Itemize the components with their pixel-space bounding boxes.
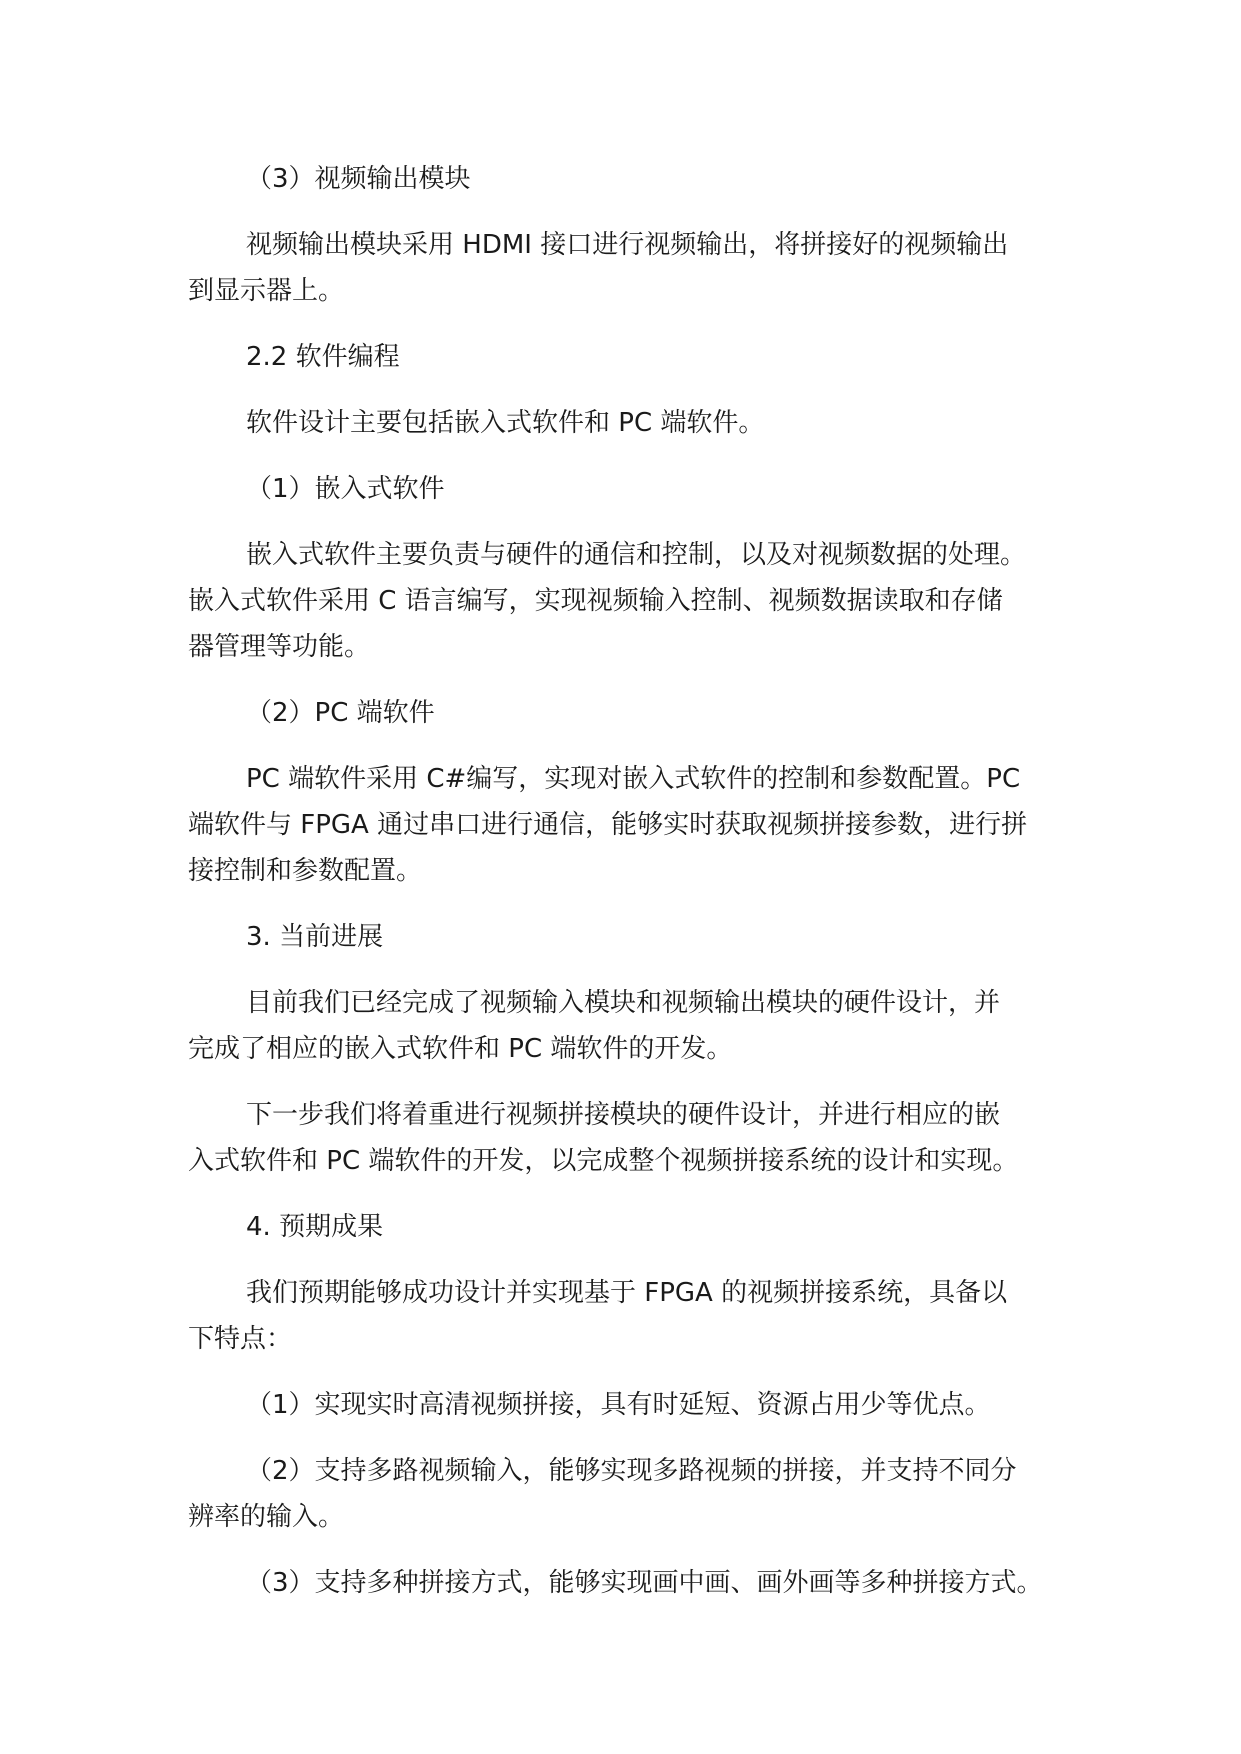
list-item-feature-3: （3）支持多种拼接方式，能够实现画中画、画外画等多种拼接方式。 [246, 1568, 1043, 1598]
list-item-feature-2-continued: 辨率的输入。 [188, 1502, 345, 1532]
paragraph-line: 下一步我们将着重进行视频拼接模块的硬件设计，并进行相应的嵌 [246, 1100, 1001, 1130]
paragraph-line: PC 端软件采用 C#编写，实现对嵌入式软件的控制和参数配置。PC [246, 764, 1021, 794]
list-item-feature-2: （2）支持多路视频输入，能够实现多路视频的拼接，并支持不同分 [246, 1456, 1017, 1486]
paragraph-line: 软件设计主要包括嵌入式软件和 PC 端软件。 [246, 408, 765, 438]
section-heading-software-programming: 2.2 软件编程 [246, 342, 400, 372]
subheading-pc-software: （2）PC 端软件 [246, 698, 435, 728]
paragraph-line: 视频输出模块采用 HDMI 接口进行视频输出，将拼接好的视频输出 [246, 230, 1009, 260]
document-body [188, 156, 1060, 1606]
paragraph-line: 下特点： [188, 1324, 293, 1354]
paragraph-line: 完成了相应的嵌入式软件和 PC 端软件的开发。 [188, 1034, 733, 1064]
paragraph-line: 嵌入式软件采用 C 语言编写，实现视频输入控制、视频数据读取和存储 [188, 586, 1003, 616]
list-item-feature-1: （1）实现实时高清视频拼接，具有时延短、资源占用少等优点。 [246, 1390, 991, 1420]
paragraph-line: 嵌入式软件主要负责与硬件的通信和控制，以及对视频数据的处理。 [246, 540, 1027, 570]
paragraph-line: 目前我们已经完成了视频输入模块和视频输出模块的硬件设计，并 [246, 988, 1001, 1018]
subheading-embedded-software: （1）嵌入式软件 [246, 474, 445, 504]
paragraph-line: 到显示器上。 [188, 276, 345, 306]
paragraph-line: 器管理等功能。 [188, 632, 371, 662]
paragraph-line: 端软件与 FPGA 通过串口进行通信，能够实时获取视频拼接参数，进行拼 [188, 810, 1028, 840]
paragraph-line: 我们预期能够成功设计并实现基于 FPGA 的视频拼接系统，具备以 [246, 1278, 1008, 1308]
paragraph-line: 入式软件和 PC 端软件的开发，以完成整个视频拼接系统的设计和实现。 [188, 1146, 1019, 1176]
section-heading-expected-results: 4. 预期成果 [246, 1212, 384, 1242]
subheading-video-output-module: （3）视频输出模块 [246, 164, 471, 194]
paragraph-line: 接控制和参数配置。 [188, 856, 423, 886]
section-heading-current-progress: 3. 当前进展 [246, 922, 384, 952]
